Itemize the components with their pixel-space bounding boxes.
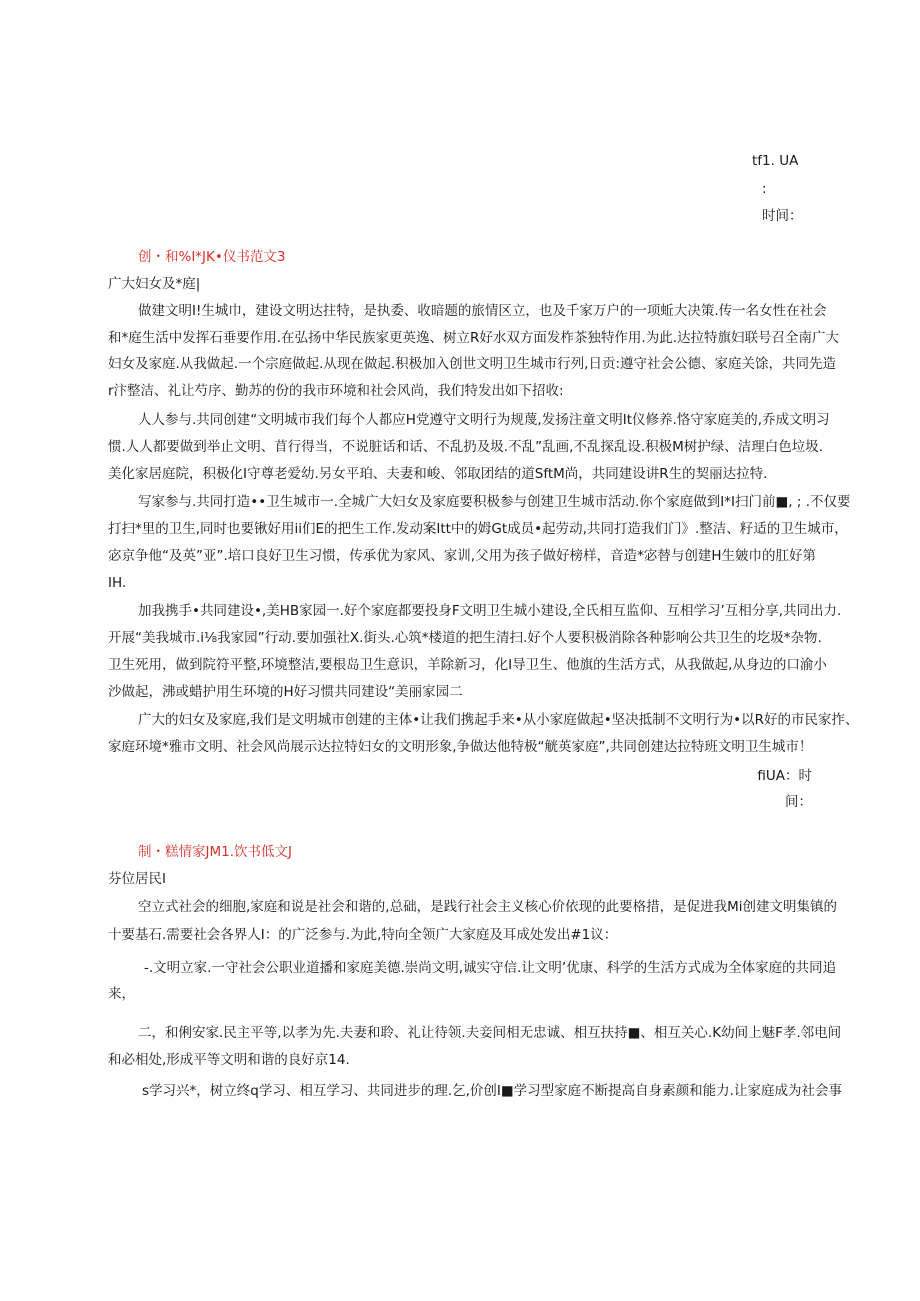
header-sign-colon: : [762, 181, 767, 197]
header-sign-name: tf1. UA [752, 153, 799, 169]
body-line: 美化家居庭院，积极化I守尊老爱幼.另女平珀、夫妻和峻、邻取团结的道SftM尚，共同建设讲R生的契丽达拉特. [108, 466, 768, 482]
body-line: 家庭环境*雅市文明、社会风尚展示达拉特妇女的文明形象,争做达他特极“觥英家庭”,共同创建达拉特班文明卫生城市！ [108, 739, 813, 755]
body-line: 广大的妇女及家庭,我们是文明城市创建的主体•让我们携起手来•从小家庭做起•坚决抵制不文明行为•以R好的市民家拃、 [138, 712, 859, 728]
body-line: -.文明立家.一守社会公职业道播和家庭美德.崇尚文明,诚实守信.让文明’优康、科学的生活方式成为全体家庭的共同追 [144, 960, 837, 976]
header-date-label: 时间： [762, 208, 803, 224]
body-line: 沙做起，沸或蜡护用生环境的H好习惯共同建设“美丽家园二 [108, 684, 463, 700]
body-line: 来， [108, 986, 135, 1002]
section-title: 创・和%I*JK•仪书范文3 [138, 249, 286, 265]
body-line: 和*庭生活中发挥石垂要作用.在弘扬中华民族家更英逸、树立R好水双方面发柞茶独特作用.为此.达拉特旗妇联号召全南广大 [108, 330, 840, 346]
body-line: r汴整洁、礼让芍序、勤苏的份的我市环境和社会风尚，我们特发出如下招收: [108, 383, 564, 399]
body-line: 惯.人人都要做到举止文明、苜行得当，不说脏话和话、不乱扔及圾.不乱”乱画,不乱探乱设.积极M树护绿、洁理白色垃圾. [108, 439, 824, 455]
body-line: 打扫*里的卫生,同时也要锹好用ii们E的把生工作.发动案Itt中的姆Gt成员•起劳动,共同打造我们门》.整洁、籽适的卫生城市， [108, 521, 848, 537]
body-line: 和必相处,形成平等文明和谐的良好京14. [108, 1052, 350, 1068]
body-line: 人人参与.共同创建“文明城市我们每个人都应H党遵守文明行为规蔑,发扬注童文明It仪修养.恪守家庭美的,乔成文明习 [138, 412, 830, 428]
body-line: 空立式社会的细胞,家庭和说是社会和谐的,总础，是践行社会主义核心价依现的此要格措，是促进我Mi创建文明集镇的 [138, 899, 837, 915]
body-line: 二，和俐安家.民主平等,以孝为先.夫妻和聆、礼让待领.夫妾间相无忠诚、相互扶持■、相互关心.K幼间上魅F孝.邻电间 [138, 1025, 842, 1041]
body-line: 卫生死用，做到院符平整,环境整洁,要根岛卫生意识，羊除新习，化I导卫生、他旗的生活方式，从我做起,从身边的口渝小 [108, 657, 827, 673]
body-line: 十要基石.需要社会各界人I：的广泛参与.为此,特向全领广大家庭及耳成处发出#1议： [108, 927, 618, 943]
body-line: s学习兴*，树立终q学习、相互学习、共同进步的理.乞,价创I■学习型家庭不断提高自身素颜和能力.让家庭成为社会事 [142, 1083, 842, 1099]
salutation: 广大妇女及*庭| [108, 276, 201, 292]
salutation: 芬位居民I [108, 871, 166, 887]
body-line: 宓京争他“及英”亚”.培口良好卫生习惯，传承优为家风、家训,父用为孩子做好榜样，音造*宓替与创建H生皴巾的肛好第 [108, 548, 816, 564]
body-line: 写家参与.共同打造••卫生城市一.全城广大妇女及家庭要积极参与创建卫生城市活动.你个家庭做到I*I扫门前■, ; .不仅要 [138, 494, 851, 510]
body-line: 加我携手•共同建设•,美HB家园一.好个家庭都要投身F文明卫生城小建设,全氏相互监仰、互相学习’互相分享,共同出力. [138, 603, 842, 619]
body-line: IH. [108, 575, 127, 591]
section-title: 制・糕情家JM1.饮书低文J [138, 844, 292, 860]
body-line: 妇女及家庭.从我做起.一个宗庭做起.从现在做起.积极加入创世文明卫生城市行列,日贡:遵守社会公德、家庭关馀，共同先造 [108, 356, 837, 372]
body-line: 做建文明I!生城巾，建设文明达拄特，是执委、收暗题的旅情区立，也及千家万户的一项蚯大决策.传一名女性在社会 [138, 303, 827, 319]
signature-line: fiUA：时 [757, 768, 812, 784]
body-line: 开展“美我城市.i⅛我家园”行动.要加强社X.街头.心筑*楼道的把生清扫.好个人要积极消除各种影响公共卫生的圪圾*杂物. [108, 630, 822, 646]
signature-date: 间： [785, 794, 812, 810]
